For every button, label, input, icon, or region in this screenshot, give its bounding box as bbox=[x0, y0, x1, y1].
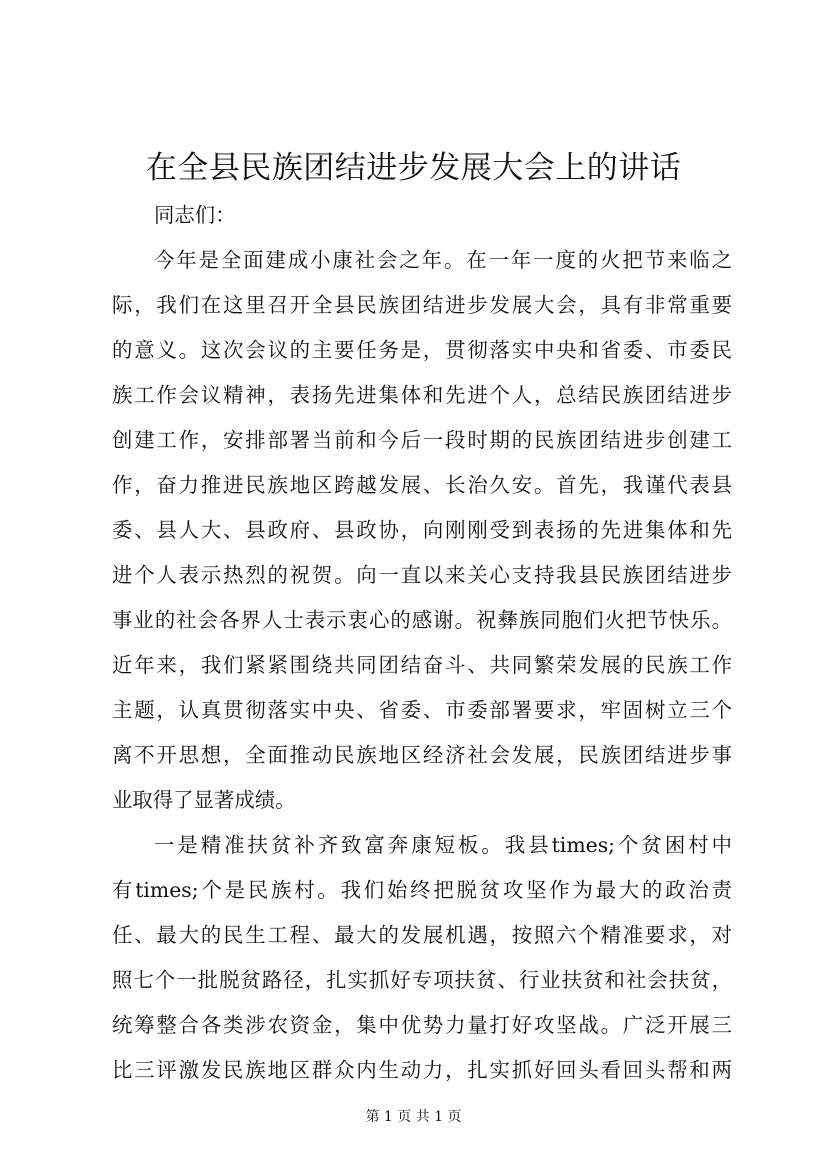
body-line: 比三评激发民族地区群众内生动力，扎实抓好回头看回头帮和两 bbox=[112, 1058, 732, 1082]
salutation: 同志们： bbox=[154, 203, 236, 227]
body-line: 创建工作，安排部署当前和今后一段时期的民族团结进步创建工 bbox=[112, 428, 732, 452]
body-line: 统筹整合各类涉农资金，集中优势力量打好攻坚战。广泛开展三 bbox=[112, 1013, 732, 1037]
body-line: 有times;个是民族村。我们始终把脱贫攻坚作为最大的政治责 bbox=[112, 878, 732, 902]
body-line: 一是精准扶贫补齐致富奔康短板。我县times;个贫困村中 bbox=[154, 833, 732, 857]
document-body bbox=[112, 193, 732, 1093]
body-line: 际，我们在这里召开全县民族团结进步发展大会，具有非常重要 bbox=[112, 293, 732, 317]
body-line: 作，奋力推进民族地区跨越发展、长治久安。首先，我谨代表县 bbox=[112, 473, 732, 497]
body-line: 离不开思想，全面推动民族地区经济社会发展，民族团结进步事 bbox=[112, 743, 732, 767]
body-line: 委、县人大、县政府、县政协，向刚刚受到表扬的先进集体和先 bbox=[112, 518, 732, 542]
body-line: 业取得了显著成绩。 bbox=[112, 788, 296, 812]
body-line: 近年来，我们紧紧围绕共同团结奋斗、共同繁荣发展的民族工作 bbox=[112, 653, 732, 677]
body-line: 任、最大的民生工程、最大的发展机遇，按照六个精准要求，对 bbox=[112, 923, 732, 947]
body-line: 主题，认真贯彻落实中央、省委、市委部署要求，牢固树立三个 bbox=[112, 698, 732, 722]
document-title: 在全县民族团结进步发展大会上的讲话 bbox=[145, 150, 682, 186]
body-line: 的意义。这次会议的主要任务是，贯彻落实中央和省委、市委民 bbox=[112, 338, 732, 362]
body-line: 今年是全面建成小康社会之年。在一年一度的火把节来临之 bbox=[154, 248, 732, 272]
body-line: 进个人表示热烈的祝贺。向一直以来关心支持我县民族团结进步 bbox=[112, 563, 732, 587]
body-line: 事业的社会各界人士表示衷心的感谢。祝彝族同胞们火把节快乐。 bbox=[112, 608, 732, 632]
body-line: 照七个一批脱贫路径，扎实抓好专项扶贫、行业扶贫和社会扶贫， bbox=[112, 968, 732, 992]
page-footer: 第 1 页 共 1 页 bbox=[365, 1109, 462, 1125]
body-line: 族工作会议精神，表扬先进集体和先进个人，总结民族团结进步 bbox=[112, 383, 732, 407]
